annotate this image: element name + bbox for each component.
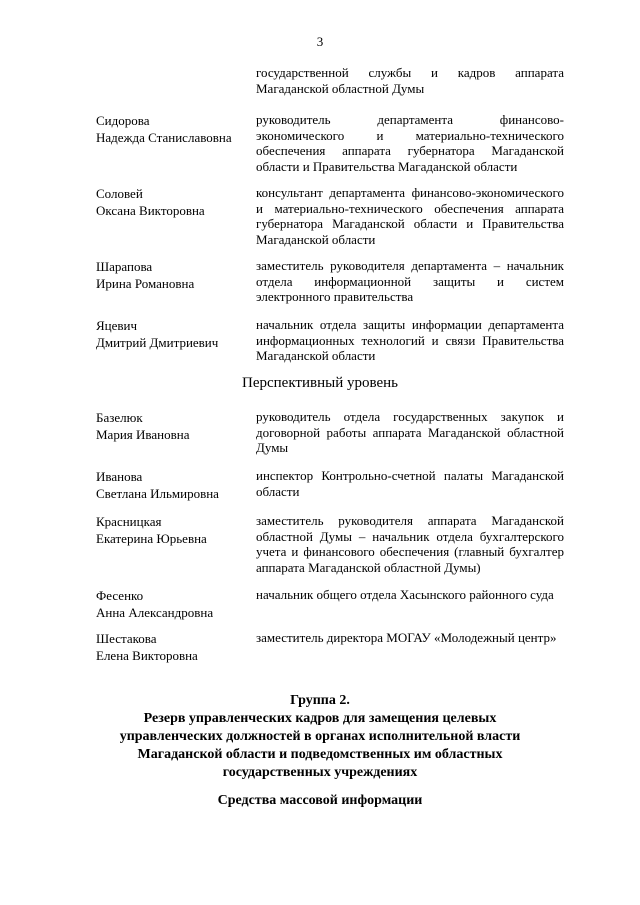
person-position: руководитель отдела государственных закупок и договорной работы аппарата Магаданской областной Думы — [256, 409, 564, 455]
person-name: Яцевич Дмитрий Дмитриевич — [96, 318, 219, 350]
person-name: Соловей Оксана Викторовна — [96, 186, 205, 218]
person-name: Иванова Светлана Ильмировна — [96, 469, 219, 501]
person-position: заместитель руководителя аппарата Магаданской областной Думы – начальник отдела бухгалтерского учета и финансового обеспечения (главный бухгалтер аппарата Магаданской областной Думы) — [256, 513, 564, 575]
continuation-text: государственной службы и кадров аппарата Магаданской областной Думы — [256, 65, 564, 96]
person-name: Шарапова Ирина Романовна — [96, 259, 195, 291]
person-position: руководитель департамента финансово-экономического и материально-технического обеспечения аппарата губернатора Магаданской области и Правительства Магаданской области — [256, 112, 564, 174]
person-position: заместитель директора МОГАУ «Молодежный центр» — [256, 630, 557, 645]
person-position: начальник отдела защиты информации департамента информационных технологий и связи Правительства Магаданской области — [256, 317, 564, 363]
person-position: начальник общего отдела Хасынского районного суда — [256, 587, 554, 602]
person-name: Базелюк Мария Ивановна — [96, 410, 190, 442]
group-heading — [0, 692, 640, 782]
group-title: Группа 2. — [290, 693, 350, 708]
subheading: Средства массовой информации — [217, 793, 423, 808]
group-description-line: Резерв управленческих кадров для замещения целевых — [143, 711, 497, 726]
group-description-line: Магаданской области и подведомственных им областных — [137, 747, 503, 762]
person-name: Фесенко Анна Александровна — [96, 588, 214, 620]
group-description-line: государственных учреждениях — [222, 765, 418, 780]
person-position: инспектор Контрольно-счетной палаты Магаданской области — [256, 468, 564, 499]
person-name: Сидорова Надежда Станиславовна — [96, 113, 232, 145]
page-number: 3 — [316, 34, 324, 49]
section-heading: Перспективный уровень — [242, 375, 398, 391]
person-name: Красницкая Екатерина Юрьевна — [96, 514, 207, 546]
person-name: Шестакова Елена Викторовна — [96, 631, 198, 663]
person-position: консультант департамента финансово-экономического и материально-технического обеспечения аппарата губернатора Магаданской области и Правительства Магаданской области — [256, 185, 564, 247]
person-position: заместитель руководителя департамента – начальник отдела информационной защиты и систем электронного правительства — [256, 258, 564, 304]
group-description-line: управленческих должностей в органах исполнительной власти — [119, 729, 521, 744]
